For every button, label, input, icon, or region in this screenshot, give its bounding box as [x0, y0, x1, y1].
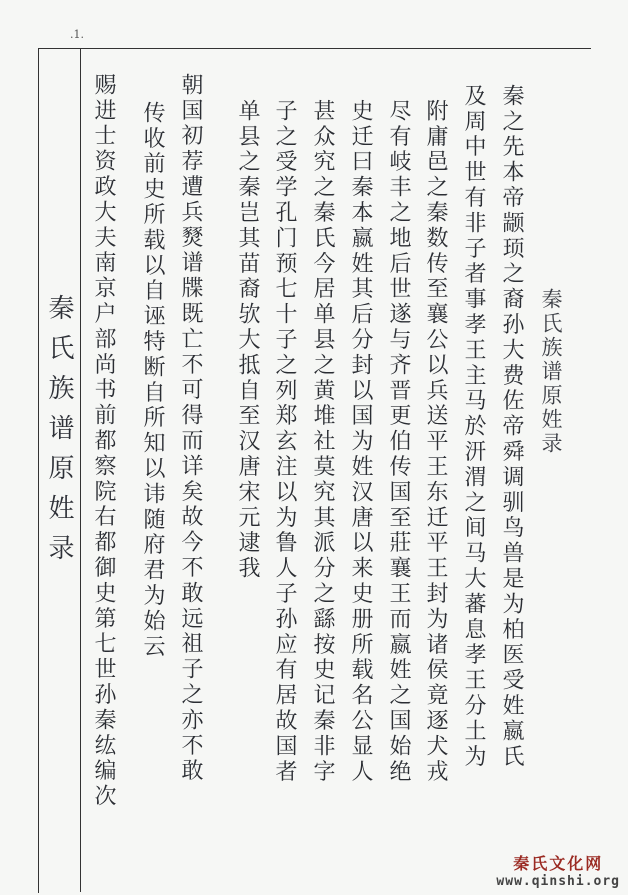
watermark-url: www.qinshi.org [496, 874, 620, 889]
page-number: .1. [70, 28, 84, 41]
text-column-7: 子之受学孔门预七十子之列郑玄注以为鲁人子孙应有居故国者 [272, 99, 297, 785]
text-column-10: 传收前史所载以自诬特断自所知以讳随府君为始云 [140, 101, 165, 660]
text-column-4: 尽有岐丰之地后世遂与齐晋更伯传国至莊襄王而嬴姓之国始绝 [386, 99, 411, 785]
text-column-8: 单县之秦岂其苗裔欤大抵自至汉唐宋元逮我 [235, 99, 260, 582]
text-column-1: 秦之先本帝颛顼之裔孙大费佐帝舜调驯鸟兽是为柏医受姓嬴氏 [499, 84, 524, 770]
text-column-3: 附庸邑之秦数传至襄公以兵送平王东迁平王封为诸侯竟逐犬戎 [423, 99, 448, 785]
text-column-2: 及周中世有非子者事孝王主马於汧渭之间马大蕃息孝王分土为 [461, 84, 486, 770]
text-column-5: 史迁曰秦本嬴姓其后分封以国为姓汉唐以来史册所载名公显人 [348, 99, 373, 785]
text-column-6: 甚众究之秦氏今居单县之黄堆社莫究其派分之繇按史记秦非字 [310, 99, 335, 785]
site-watermark [496, 851, 620, 889]
text-column-11: 赐进士资政大夫南京户部尚书前都察院右都御史第七世孙秦纮编次 [91, 73, 116, 810]
document-title: 秦氏族谱原姓录 [539, 288, 563, 456]
text-column-9: 朝国初荐遭兵燹谱牒既亡不可得而详矣故今不敢远祖子之亦不敢 [178, 73, 203, 785]
spine-title: 秦氏族谱原姓录 [44, 294, 74, 574]
spine-divider [80, 48, 81, 892]
watermark-site-name: 秦氏文化网 [513, 854, 604, 873]
